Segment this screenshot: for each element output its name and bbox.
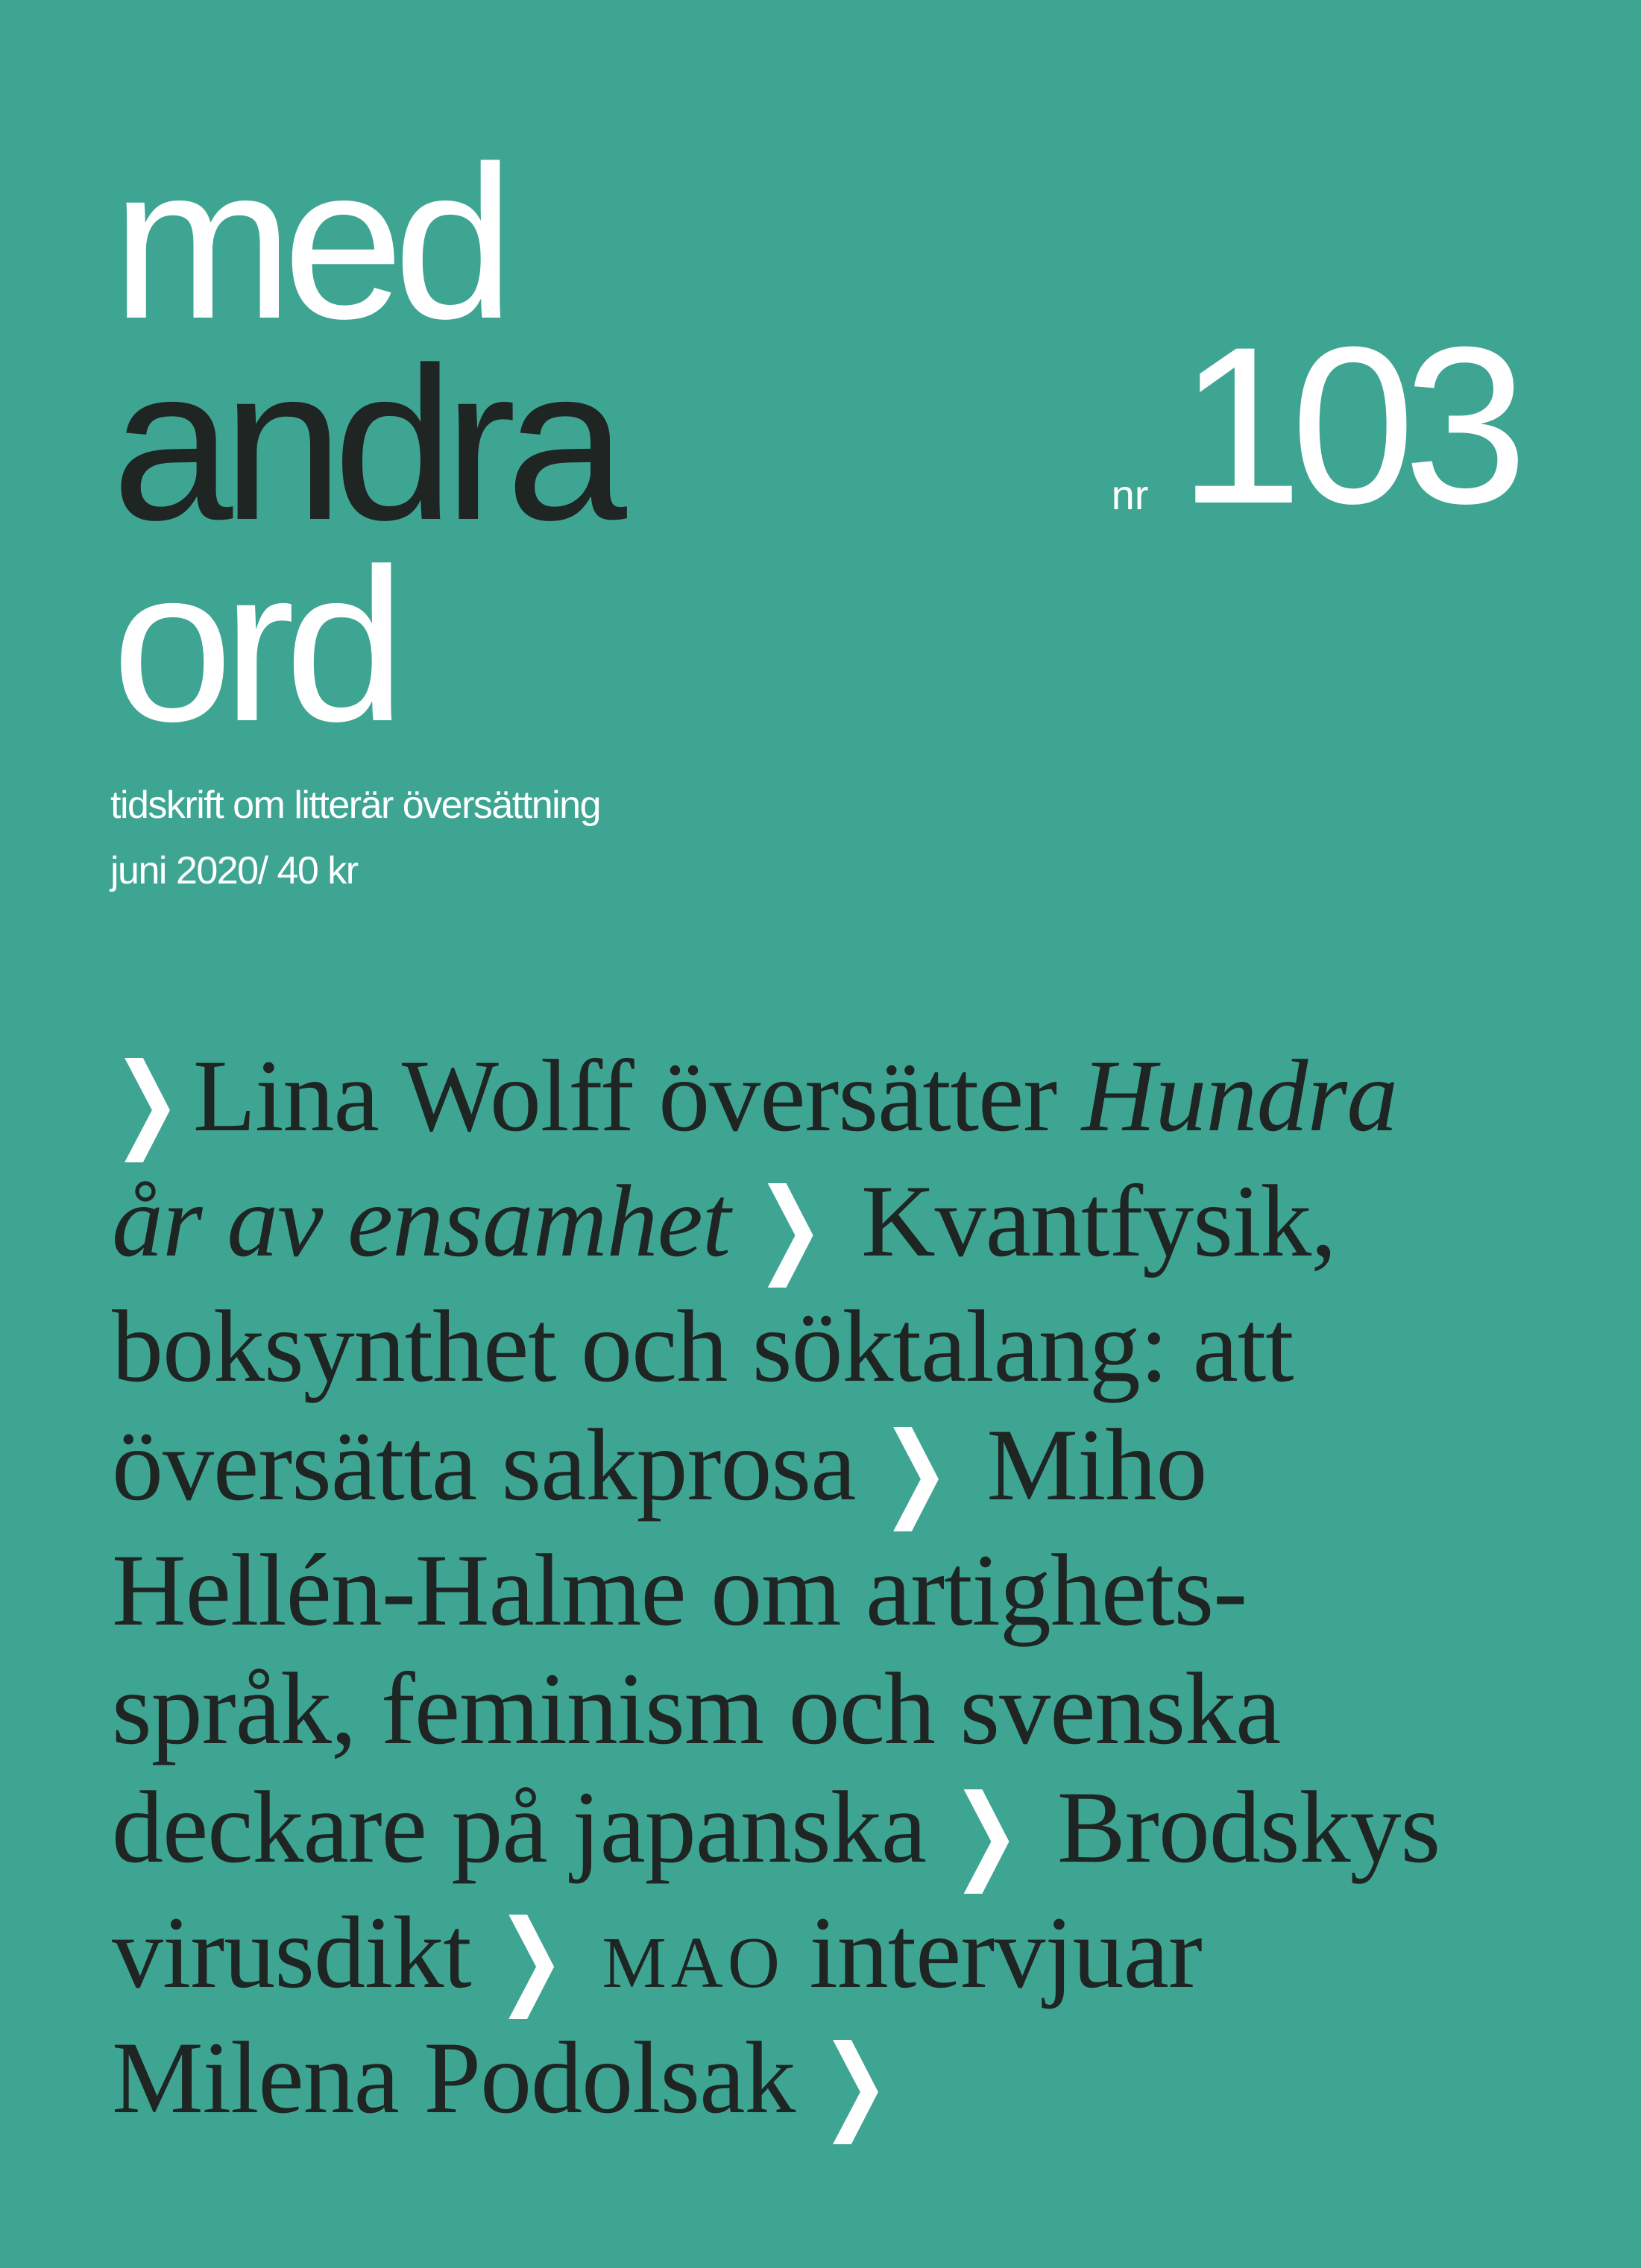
dateline: juni 2020/ 40 kr bbox=[110, 849, 358, 892]
chevron-right-icon: ❯ bbox=[880, 1410, 950, 1532]
book-title: år av ensamhet bbox=[112, 1164, 731, 1278]
contents-line bbox=[112, 1036, 1551, 1162]
contents-text: språk, feminism och svenska bbox=[112, 1651, 1281, 1765]
contents-line bbox=[112, 2018, 1551, 2143]
contents-text: intervjuar bbox=[784, 1895, 1202, 2009]
contents-text: Lina Wolff översätter bbox=[192, 1039, 1082, 1153]
contents-text: Hellén-Halme om artighets- bbox=[112, 1533, 1247, 1647]
contents-text: boksynthet och söktalang: att bbox=[112, 1289, 1294, 1403]
contents-text: Miho bbox=[961, 1408, 1207, 1522]
chevron-right-icon: ❯ bbox=[496, 1897, 566, 2020]
contents-line bbox=[112, 1162, 1551, 1287]
contents-line bbox=[112, 1405, 1551, 1531]
issue-number: 103 bbox=[1178, 300, 1516, 550]
contents-list bbox=[112, 1036, 1551, 2143]
issue-prefix: nr bbox=[1111, 471, 1149, 518]
contents-text: Kvantfysik, bbox=[836, 1164, 1336, 1278]
chevron-right-icon: ❯ bbox=[755, 1166, 825, 1288]
contents-line bbox=[112, 1531, 1551, 1649]
tagline: tidskrift om litterär översättning bbox=[110, 784, 601, 827]
chevron-right-icon: ❯ bbox=[951, 1772, 1021, 1894]
book-title: Hundra bbox=[1081, 1039, 1398, 1153]
contents-line bbox=[112, 1768, 1551, 1893]
contents-text: Brodskys bbox=[1032, 1770, 1440, 1884]
contents-line bbox=[112, 1649, 1551, 1768]
contents-line bbox=[112, 1893, 1551, 2018]
chevron-right-icon: ❯ bbox=[819, 2023, 889, 2145]
masthead-word-andra: andra bbox=[112, 322, 617, 565]
contents-text-smallcaps: mao bbox=[602, 1895, 784, 2009]
masthead-word-ord: ord bbox=[112, 523, 396, 766]
contents-text: översätta sakprosa bbox=[112, 1408, 881, 1522]
masthead-word-med: med bbox=[112, 121, 505, 364]
contents-text: virusdikt bbox=[112, 1895, 497, 2009]
masthead bbox=[112, 121, 617, 766]
chevron-right-icon: ❯ bbox=[112, 1041, 181, 1163]
issue-number-block bbox=[1111, 300, 1516, 550]
contents-line bbox=[112, 1287, 1551, 1405]
contents-text: Milena Podolsak bbox=[112, 2020, 820, 2135]
contents-text: deckare på japanska bbox=[112, 1770, 951, 1884]
